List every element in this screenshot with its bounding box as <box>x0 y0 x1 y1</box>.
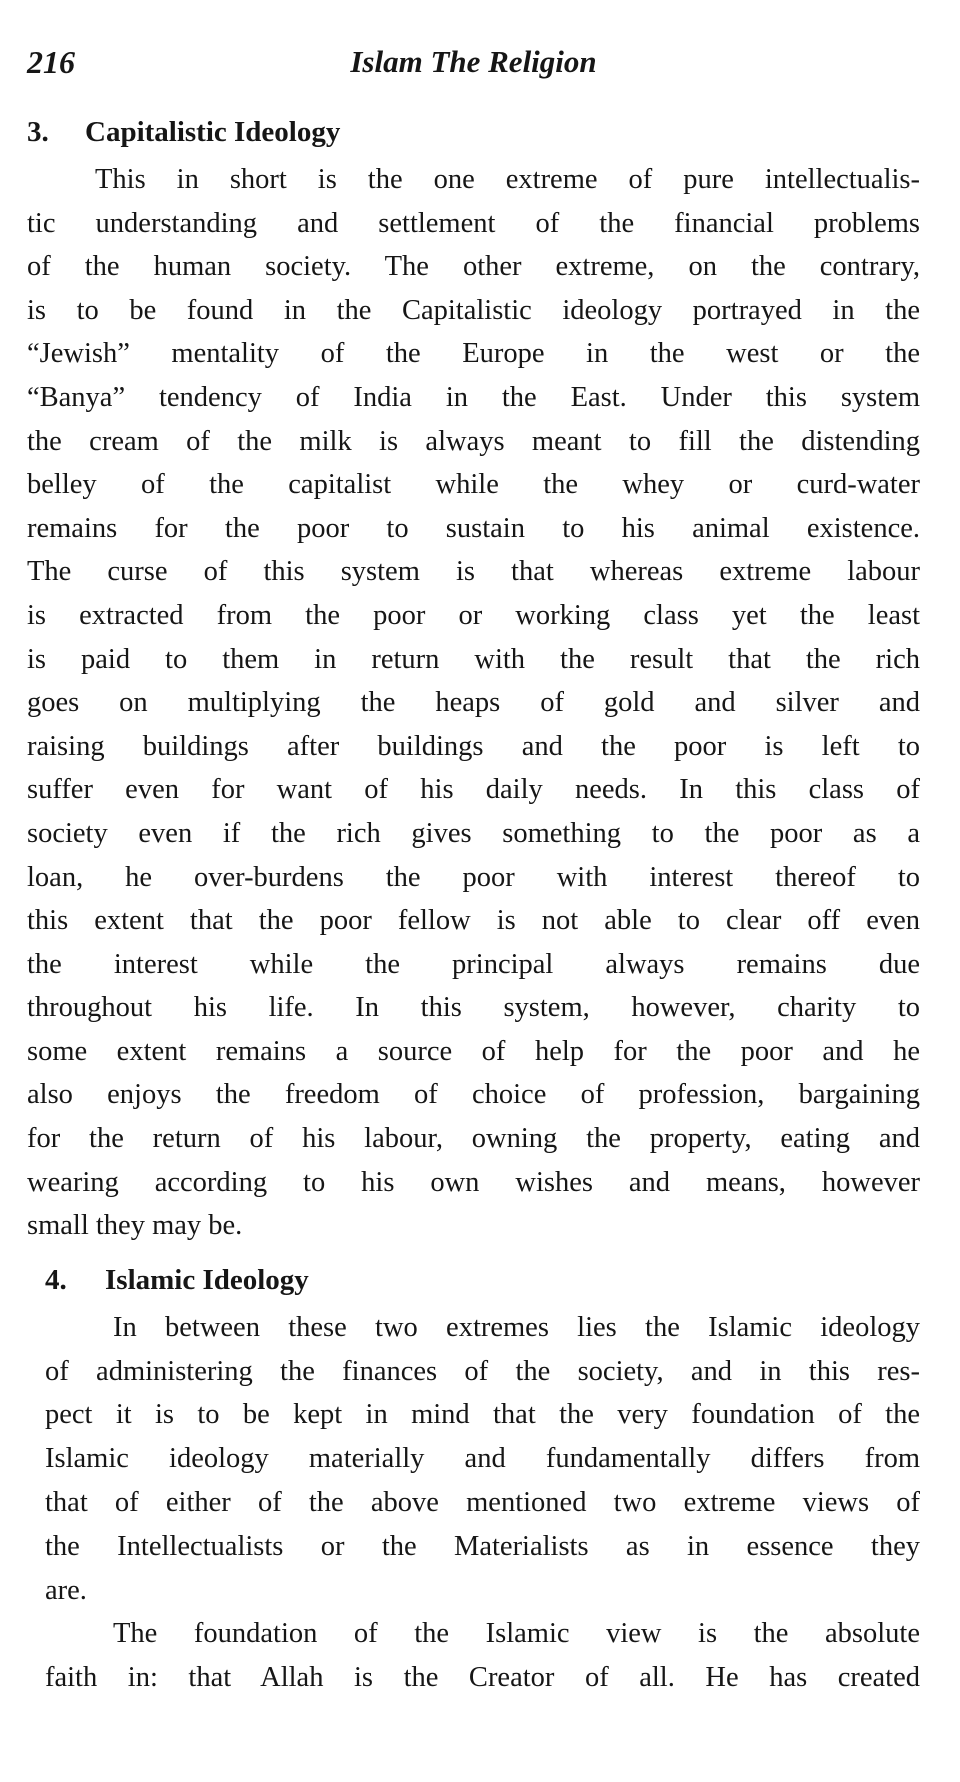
text-line: faith in: that Allah is the Creator of all. He has created <box>45 1662 920 1694</box>
section-capitalistic-ideology <box>27 112 920 1248</box>
text-line: the interest while the principal always remains due <box>27 948 920 980</box>
paragraph <box>45 1306 920 1613</box>
text-line: is paid to them in return with the result that the rich <box>27 643 920 675</box>
section-number: 3. <box>27 116 49 148</box>
running-head <box>27 44 920 84</box>
text-line: of the human society. The other extreme, on the contrary, <box>27 251 920 283</box>
text-line: also enjoys the freedom of choice of profession, bargaining <box>27 1079 920 1111</box>
paragraph <box>27 158 920 1248</box>
text-line: This in short is the one extreme of pure intellectualis- <box>95 164 920 195</box>
section-title: Islamic Ideology <box>105 1263 309 1296</box>
text-line: for the return of his labour, owning the property, eating and <box>27 1123 920 1155</box>
text-line: goes on multiplying the heaps of gold and silver and <box>27 687 920 719</box>
text-line: belley of the capitalist while the whey or curd-water <box>27 469 920 501</box>
text-line: small they may be. <box>27 1210 243 1242</box>
text-line: loan, he over-burdens the poor with interest thereof to <box>27 861 920 893</box>
text-line: remains for the poor to sustain to his animal existence. <box>27 512 920 544</box>
book-title: Islam The Religion <box>350 44 597 79</box>
section-islamic-ideology <box>27 1260 920 1700</box>
text-line: raising buildings after buildings and the poor is left to <box>27 730 920 762</box>
text-line: “Jewish” mentality of the Europe in the west or the <box>27 338 920 370</box>
text-line: are. <box>45 1574 87 1606</box>
section-heading <box>27 1260 920 1300</box>
text-line: is to be found in the Capitalistic ideology portrayed in the <box>27 294 920 326</box>
page-number: 216 <box>27 44 75 80</box>
text-line: The foundation of the Islamic view is the absolute <box>113 1618 920 1650</box>
text-line: “Banya” tendency of India in the East. Under this system <box>27 381 920 413</box>
section-heading <box>27 112 920 152</box>
text-line: throughout his life. In this system, however, charity to <box>27 992 920 1024</box>
text-line: tic understanding and settlement of the financial problems <box>27 207 920 239</box>
text-line: is extracted from the poor or working class yet the least <box>27 599 920 631</box>
section-title: Capitalistic Ideology <box>85 116 341 148</box>
text-line: some extent remains a source of help for the poor and he <box>27 1035 920 1067</box>
text-line: the cream of the milk is always meant to fill the distending <box>27 425 920 457</box>
text-line: of administering the finances of the society, and in this res- <box>45 1355 920 1387</box>
text-line: pect it is to be kept in mind that the very foundation of the <box>45 1399 920 1431</box>
text-line: this extent that the poor fellow is not able to clear off even <box>27 905 920 937</box>
text-line: Islamic ideology materially and fundamentally differs from <box>45 1443 920 1475</box>
section-number: 4. <box>45 1263 67 1296</box>
text-line: the Intellectualists or the Materialists as in essence they <box>45 1530 920 1562</box>
paragraph <box>45 1612 920 1700</box>
text-line: suffer even for want of his daily needs. In this class of <box>27 774 920 806</box>
text-line: wearing according to his own wishes and means, however <box>27 1166 920 1198</box>
text-line: society even if the rich gives something to the poor as a <box>27 817 920 849</box>
text-line: that of either of the above mentioned two extreme views of <box>45 1487 920 1519</box>
text-line: In between these two extremes lies the Islamic ideology <box>113 1311 920 1343</box>
text-line: The curse of this system is that whereas extreme labour <box>27 556 920 588</box>
